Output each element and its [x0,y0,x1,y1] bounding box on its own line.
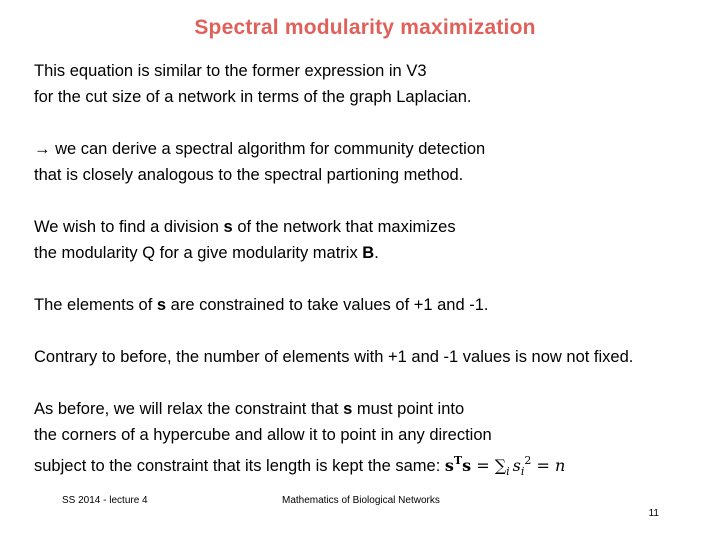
paragraph-not-fixed [34,344,704,370]
text-line: → we can derive a spectral algorithm for community detection [34,140,486,158]
matrix-b: B [362,244,375,262]
text-line: subject to the constraint that its length is kept the same: $s^Ts = \sum_i$ $s_i^2 = n$ [34,454,566,478]
text-line: The elements of s are constrained to take values of +1 and -1. [34,296,489,314]
text-line: As before, we will relax the constraint that s must point into [34,400,465,418]
text-line: the modularity Q for a give modularity matrix B. [34,244,379,262]
paragraph-constraints [34,292,704,318]
text-line: that is closely analogous to the spectral partioning method. [34,166,464,184]
text-line: the corners of a hypercube and allow it to point in any direction [34,426,492,444]
length-constraint-equation: $s^Ts = \sum_i$ $s_i^2 = n$ [444,454,566,478]
paragraph-division-goal [34,214,704,266]
slide-body [34,58,704,485]
vector-s: s [343,400,353,418]
paragraph-spectral-algorithm [34,136,704,188]
footer-course-title: Mathematics of Biological Networks [282,495,440,506]
slide-title: Spectral modularity maximization [194,16,536,39]
vector-s: s [156,296,167,314]
footer-lecture: SS 2014 - lecture 4 [62,495,148,506]
paragraph-relaxation [34,396,704,485]
text-line: This equation is similar to the former expression in V3 [34,62,427,80]
page-number: 11 [648,508,659,519]
text-line: Contrary to before, the number of elements with +1 and -1 values is now not fixed. [34,348,634,366]
paragraph-laplacian-analogy [34,58,704,110]
text-line: for the cut size of a network in terms of the graph Laplacian. [34,88,472,106]
text-line: We wish to find a division s of the network that maximizes [34,218,456,236]
vector-s: s [223,218,233,236]
